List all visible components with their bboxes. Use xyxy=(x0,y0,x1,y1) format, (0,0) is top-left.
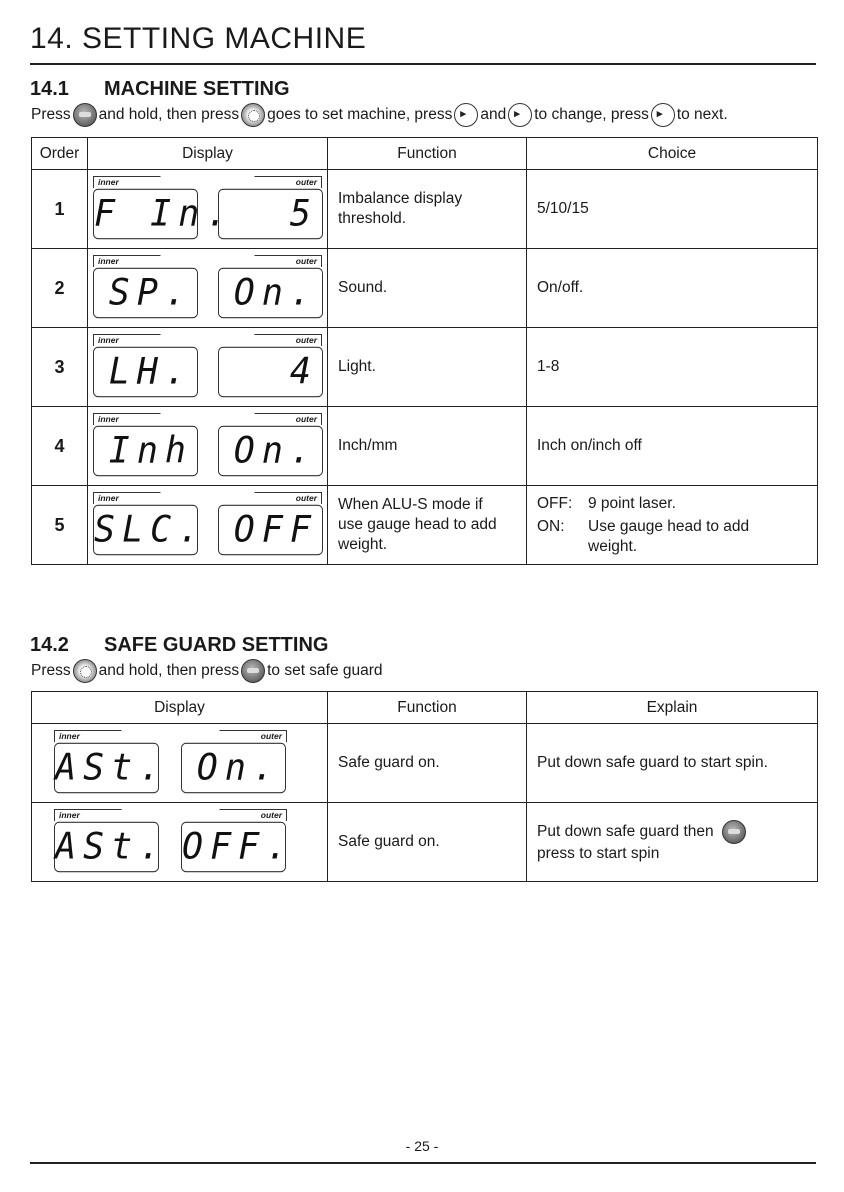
choice-cell: 1-8 xyxy=(527,328,818,407)
section-heading xyxy=(30,78,290,101)
outer-label: outer xyxy=(265,255,322,267)
instr-text: and hold, then press xyxy=(98,106,240,123)
header-display: Display xyxy=(32,692,328,724)
choice-cell: On/off. xyxy=(527,249,818,328)
order-cell: 2 xyxy=(32,249,88,328)
table-row xyxy=(32,407,818,486)
instr-text: Press xyxy=(31,106,71,123)
footer-rule xyxy=(30,1162,816,1164)
title-rule xyxy=(30,63,816,65)
section-title: MACHINE SETTING xyxy=(104,78,290,100)
outer-lcd: On. xyxy=(218,268,323,318)
instr-text: and xyxy=(480,106,507,123)
b-minus-button-icon xyxy=(508,103,532,127)
page-number: - 25 - xyxy=(405,1138,439,1154)
inner-lcd: LH. xyxy=(93,347,198,397)
outer-lcd: 5 xyxy=(218,189,323,239)
section-title: SAFE GUARD SETTING xyxy=(104,634,329,656)
function-line: Light. xyxy=(338,358,376,375)
inner-label: inner xyxy=(93,255,150,267)
explain-cell xyxy=(527,803,818,882)
table-header-row xyxy=(32,138,818,170)
choice-key: ON: xyxy=(537,517,565,535)
inner-lcd: ASt. xyxy=(54,822,159,872)
function-line: Sound. xyxy=(338,279,388,296)
function-cell xyxy=(328,407,527,486)
function-cell xyxy=(328,486,527,565)
outer-lcd: On. xyxy=(218,426,323,476)
machine-setting-table xyxy=(31,137,818,565)
outer-label: outer xyxy=(230,809,287,821)
instruction-line xyxy=(31,659,383,683)
inner-label: inner xyxy=(93,176,150,188)
page-title: 14. SETTING MACHINE xyxy=(30,22,367,55)
outer-label: outer xyxy=(265,492,322,504)
header-function: Function xyxy=(328,692,527,724)
instr-text: to set safe guard xyxy=(267,662,383,679)
order-cell: 3 xyxy=(32,328,88,407)
table-row xyxy=(32,486,818,565)
display-cell xyxy=(88,249,328,328)
inner-label: inner xyxy=(54,730,111,742)
choice-cell xyxy=(527,486,818,565)
b-plus-button-icon xyxy=(454,103,478,127)
choice-key: OFF: xyxy=(537,494,573,512)
header-choice: Choice xyxy=(527,138,818,170)
instr-text: to next. xyxy=(676,106,728,123)
choice-value: weight. xyxy=(588,537,638,555)
header-explain: Explain xyxy=(527,692,818,724)
display-cell xyxy=(88,328,328,407)
inner-label: inner xyxy=(93,492,150,504)
choice-value: 9 point laser. xyxy=(588,494,676,512)
inner-lcd: F In. xyxy=(93,189,198,239)
function-cell xyxy=(328,170,527,249)
inner-label: inner xyxy=(93,413,150,425)
wheel-button-icon xyxy=(73,659,97,683)
function-cell: Safe guard on. xyxy=(328,724,527,803)
outer-lcd: 4 xyxy=(218,347,323,397)
choice-cell: Inch on/inch off xyxy=(527,407,818,486)
instr-text: goes to set machine, press xyxy=(267,106,453,123)
function-cell: Safe guard on. xyxy=(328,803,527,882)
section-heading xyxy=(30,634,328,657)
function-line: threshold. xyxy=(338,210,407,227)
function-line: Inch/mm xyxy=(338,437,398,454)
inner-lcd: SLC. xyxy=(93,505,198,555)
choice-cell: 5/10/15 xyxy=(527,170,818,249)
table-row xyxy=(32,249,818,328)
instruction-line xyxy=(31,103,728,127)
function-cell xyxy=(328,328,527,407)
section-number: 14.1 xyxy=(30,78,69,100)
table-row xyxy=(32,170,818,249)
order-cell: 1 xyxy=(32,170,88,249)
inner-label: inner xyxy=(54,809,111,821)
header-display: Display xyxy=(88,138,328,170)
header-function: Function xyxy=(328,138,527,170)
function-line: use gauge head to add xyxy=(338,516,497,533)
instr-text: Press xyxy=(31,662,71,679)
table-row xyxy=(32,803,818,882)
choice-off xyxy=(537,494,813,514)
function-line: Imbalance display xyxy=(338,190,463,207)
stop-button-icon xyxy=(722,820,746,844)
outer-lcd: On. xyxy=(181,743,286,793)
outer-label: outer xyxy=(230,730,287,742)
a-plus-button-icon xyxy=(651,103,675,127)
outer-lcd: OFF xyxy=(218,505,323,555)
header-order: Order xyxy=(32,138,88,170)
explain-line xyxy=(537,820,813,844)
display-cell xyxy=(88,486,328,565)
display-cell xyxy=(32,724,328,803)
inner-lcd: ASt. xyxy=(54,743,159,793)
order-cell: 4 xyxy=(32,407,88,486)
display-cell xyxy=(88,407,328,486)
outer-label: outer xyxy=(265,413,322,425)
inner-lcd: SP. xyxy=(93,268,198,318)
explain-text: press to start spin xyxy=(537,845,660,862)
choice-value: Use gauge head to add xyxy=(588,517,750,535)
explain-cell: Put down safe guard to start spin. xyxy=(527,724,818,803)
instr-text: and hold, then press xyxy=(98,662,240,679)
table-header-row xyxy=(32,692,818,724)
table-row xyxy=(32,724,818,803)
order-cell: 5 xyxy=(32,486,88,565)
inner-label: inner xyxy=(93,334,150,346)
function-line: weight. xyxy=(338,536,388,553)
display-cell xyxy=(88,170,328,249)
choice-on-cont xyxy=(537,537,813,557)
function-cell xyxy=(328,249,527,328)
stop-button-icon xyxy=(73,103,97,127)
outer-label: outer xyxy=(265,334,322,346)
function-line: When ALU-S mode if xyxy=(338,496,483,513)
wheel-button-icon xyxy=(241,103,265,127)
explain-text: Put down safe guard then xyxy=(537,823,714,840)
display-cell xyxy=(32,803,328,882)
outer-label: outer xyxy=(265,176,322,188)
table-row xyxy=(32,328,818,407)
inner-lcd: Inh xyxy=(93,426,198,476)
stop-button-icon xyxy=(241,659,265,683)
safe-guard-table xyxy=(31,691,818,882)
outer-lcd: OFF. xyxy=(181,822,286,872)
section-number: 14.2 xyxy=(30,634,69,656)
choice-on xyxy=(537,517,813,537)
instr-text: to change, press xyxy=(534,106,649,123)
